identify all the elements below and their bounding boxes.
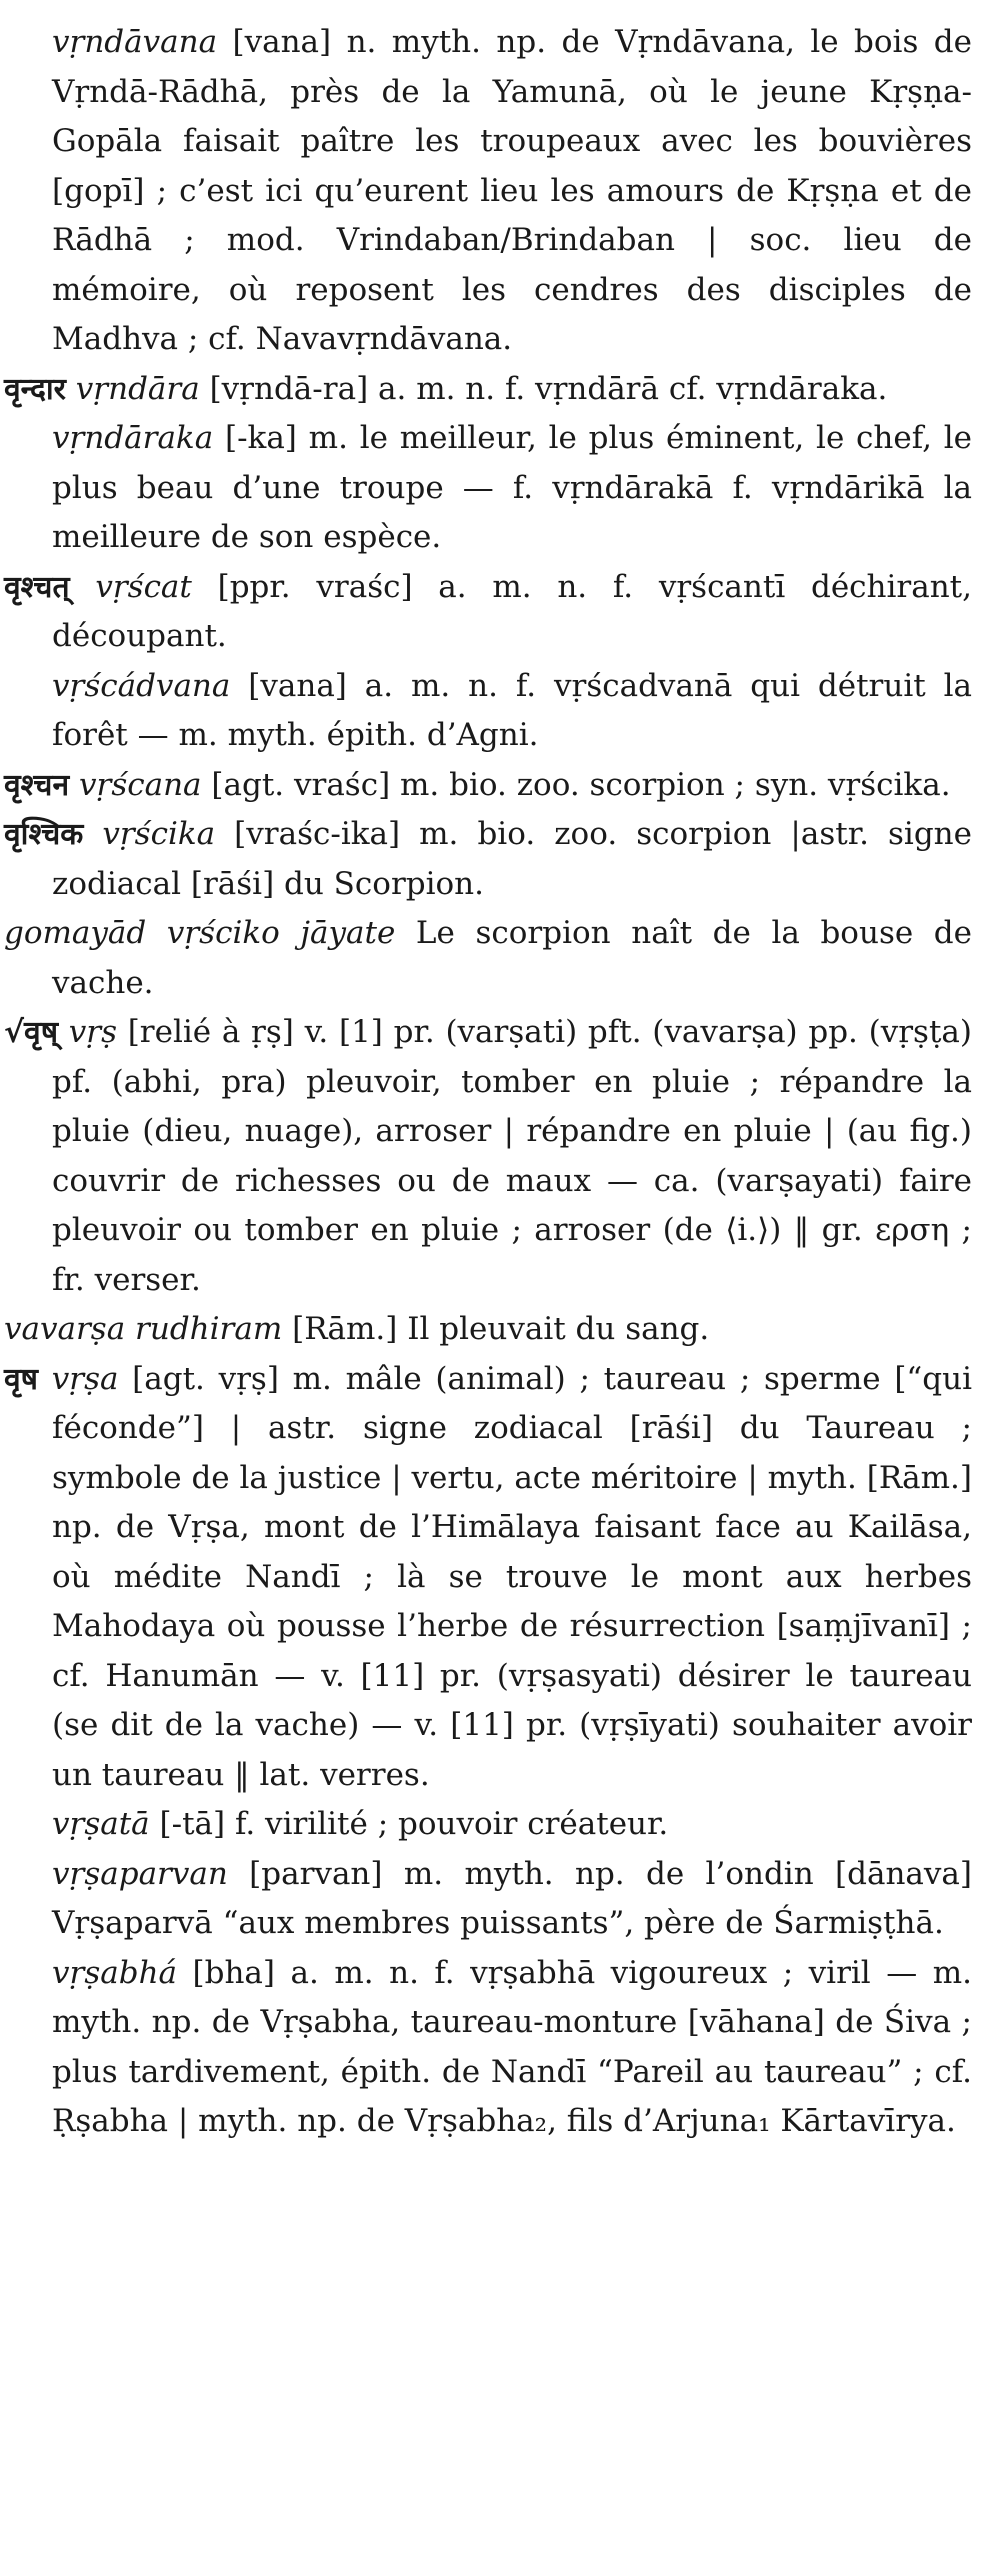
- example-translation: Le scorpion naît de la bouse de vache.: [52, 915, 972, 1001]
- devanagari-headword: वृन्दार: [4, 371, 66, 407]
- entry-vrsata: [0, 1800, 984, 1850]
- entry-vrndara: [0, 365, 984, 415]
- entry-vrscat: [0, 563, 984, 662]
- headword: vṛndāvana: [52, 24, 218, 60]
- entry-vrsabha: [0, 1949, 984, 2147]
- devanagari-headword: वृष: [4, 1361, 39, 1397]
- headword: vṛścana: [79, 766, 202, 803]
- definition: [-ka] m. le meilleur, le plus éminent, le chef, le plus beau d’une troupe — f. vṛndārakā f. vṛndārikā la meilleure de son espèce.: [52, 420, 972, 555]
- definition: [vṛndā-ra] a. m. n. f. vṛndārā cf. vṛndāraka.: [199, 370, 888, 407]
- entry-vrndavana: [0, 18, 984, 365]
- definition: [-tā] f. virilité ; pouvoir créateur.: [149, 1806, 669, 1842]
- headword: vṛṣabhá: [52, 1954, 178, 1991]
- definition: [agt. vṛṣ] m. mâle (animal) ; taureau ; sperme [“qui féconde”] | astr. signe zodiacal [rāśi] du Taureau ; symbole de la justice | vertu, acte méritoire | myth. [Rām.] np. de Vṛṣa, mont de l’Himālaya faisant face au Kailāsa, où médite Nandī ; là se trouve le mont aux herbes Mahodaya où pousse l’herbe de résurrection [saṃjīvanī] ; cf. Hanumān — v. [11] pr. (vṛṣasyati) désirer le taureau (se dit de la vache) — v. [11] pr. (vṛṣīyati) souhaiter avoir un taureau ‖ lat. verres.: [52, 1360, 972, 1793]
- definition: [vraśc-ika] m. bio. zoo. scorpion |astr. signe zodiacal [rāśi] du Scorpion.: [52, 816, 972, 902]
- definition: [bha] a. m. n. f. vṛṣabhā vigoureux ; viril — m. myth. np. de Vṛṣabha, taureau-monture [vāhana] de Śiva ; plus tardivement, épith. de Nandī “Pareil au taureau” ; cf. Ṛṣabha | myth. np. de Vṛṣabha₂, fils d’Arjuna₁ Kārtavīrya.: [52, 1954, 972, 2139]
- headword: vṛndāraka: [52, 420, 214, 456]
- headword: vṛścat: [95, 568, 192, 605]
- headword: vṛṣa: [51, 1360, 119, 1397]
- headword: vṛścika: [102, 816, 216, 852]
- headword: vṛṣaparvan: [52, 1855, 228, 1892]
- entry-vrs-root: [0, 1008, 984, 1305]
- entry-vrscadvana: [0, 662, 984, 761]
- entry-vrndaraka: [0, 414, 984, 563]
- headword: vṛścádvana: [52, 667, 231, 704]
- devanagari-headword: √वृष्: [4, 1015, 59, 1050]
- headword: vṛṣatā: [52, 1806, 150, 1842]
- example-phrase: gomayād vṛściko jāyate: [4, 915, 396, 951]
- devanagari-headword: वृश्चत्: [4, 569, 70, 605]
- example-vrscika: [0, 909, 984, 1008]
- example-translation: [Rām.] Il pleuvait du sang.: [282, 1311, 710, 1347]
- entry-vrscana: [0, 761, 984, 811]
- definition: [vana] n. myth. np. de Vṛndāvana, le bois de Vṛndā-Rādhā, près de la Yamunā, où le jeune Kṛṣṇa-Gopāla faisait paître les troupeaux avec les bouvières [gopī] ; c’est ici qu’eurent lieu les amours de Kṛṣṇa et de Rādhā ; mod. Vrindaban/Brindaban | soc. lieu de mémoire, où reposent les cendres des disciples de Madhva ; cf. Navavṛndāvana.: [52, 24, 972, 357]
- headword: vṛṣ: [68, 1014, 117, 1050]
- devanagari-headword: वृश्चन: [4, 767, 70, 803]
- definition: [parvan] m. myth. np. de l’ondin [dānava] Vṛṣaparvā “aux membres puissants”, père de Śarmiṣṭhā.: [52, 1855, 972, 1941]
- devanagari-headword: वृश्चिक: [4, 817, 84, 852]
- definition: [agt. vraśc] m. bio. zoo. scorpion ; syn. vṛścika.: [201, 766, 951, 803]
- entry-vrsa: [0, 1355, 984, 1801]
- definition: [relié à ṛṣ] v. [1] pr. (varṣati) pft. (vavarṣa) pp. (vṛṣṭa) pf. (abhi, pra) pleuvoir, tomber en pluie ; répandre la pluie (dieu, nuage), arroser | répandre en pluie | (au fig.) couvrir de richesses ou de maux — ca. (varṣayati) faire pleuvoir ou tomber en pluie ; arroser (de ⟨i.⟩) ‖ gr. ερση ; fr. verser.: [52, 1014, 972, 1298]
- example-phrase: vavarṣa rudhiram: [4, 1311, 283, 1347]
- headword: vṛndāra: [75, 370, 200, 407]
- entry-vrscika: [0, 810, 984, 909]
- entry-vrsaparvan: [0, 1850, 984, 1949]
- definition: [ppr. vraśc] a. m. n. f. vṛścantī déchirant, découpant.: [52, 568, 972, 654]
- definition: [vana] a. m. n. f. vṛścadvanā qui détruit la forêt — m. myth. épith. d’Agni.: [52, 667, 972, 753]
- example-vrs: [0, 1305, 984, 1355]
